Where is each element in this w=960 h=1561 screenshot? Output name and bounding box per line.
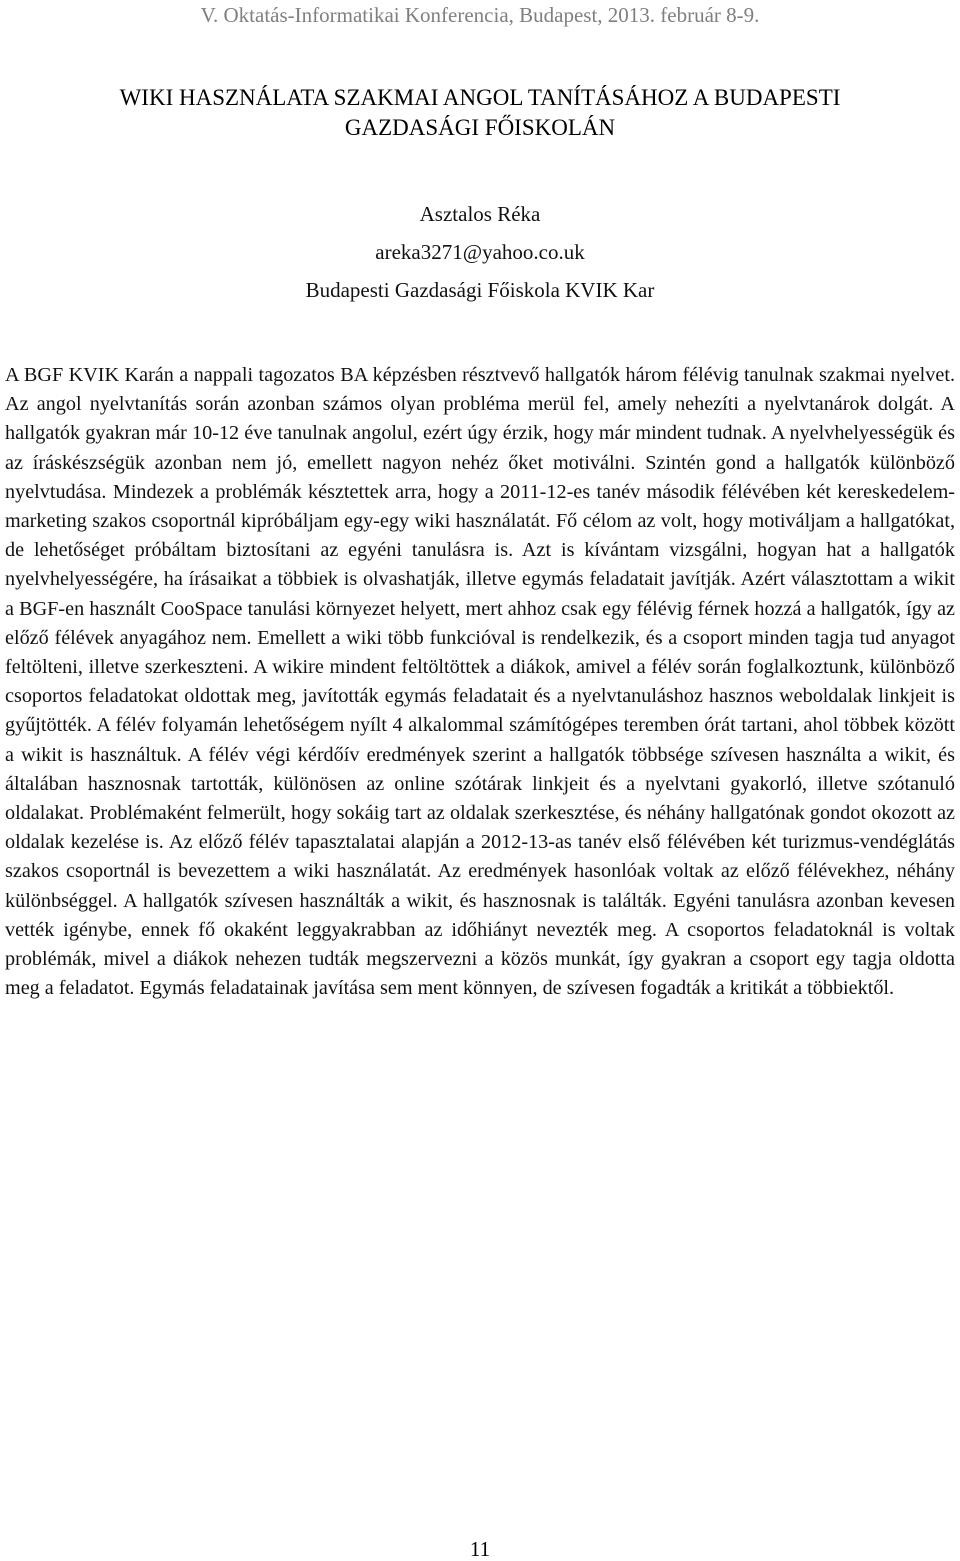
abstract-sentence: A hallgatók szívesen használták a wikit, és hasznosnak is találták.	[123, 889, 667, 912]
abstract-sentence: Mindezek a problémák késztettek arra, hogy a 2011-12-es tanév második félévében két kereskedelem-marketing szakos csoportnál kipróbáljam egy-egy wiki használatát.	[5, 480, 955, 533]
abstract-sentence: Azt is kívántam vizsgálni, hogyan hat a hallgatók nyelvhelyességére, ha írásaikat a többiek is olvashatják, illetve egymás feladatait javítják.	[5, 539, 955, 591]
abstract-sentence: Egyéni tanulásra azonban kevesen vették igénybe, ennek fő okaként leggyakrabban az időhiányt nevezték meg.	[5, 889, 955, 941]
title-line-2: GAZDASÁGI FŐISKOLÁN	[344, 115, 616, 140]
author-affiliation: Budapesti Gazdasági Főiskola KVIK Kar	[305, 278, 655, 302]
abstract-sentence: Egymás feladatainak javítása sem ment könnyen, de szívesen fogadták a kritikát a többiektől.	[139, 977, 895, 1000]
abstract-sentence: A csoportos feladatoknál is voltak problémák, mivel a diákok nehezen tudták megszervezni a közös munkát, így gyakran a csoport egy tagja oldotta meg a feladatot.	[5, 918, 955, 1000]
abstract-sentence: A félév folyamán lehetőségem nyílt 4 alkalommal számítógépes teremben órát tartani, ahol többek között a wikit is használtuk.	[5, 714, 955, 766]
author-email: areka3271@yahoo.co.uk	[375, 240, 585, 264]
abstract-paragraph	[5, 361, 955, 1003]
title-line-1: WIKI HASZNÁLATA SZAKMAI ANGOL TANÍTÁSÁHOZ A BUDAPESTI	[119, 85, 841, 110]
abstract-sentence: A hallgatók gyakran már 10-12 éve tanulnak angolul, ezért úgy érzik, hogy már mindent tudnak.	[5, 393, 955, 445]
author-block	[0, 195, 960, 309]
abstract-sentence: Az eredmények hasonlóak voltak az előző félévekhez, néhány különbséggel.	[5, 860, 956, 912]
abstract-sentence: A nyelvhelyességük és az íráskészségük azonban nem jó, emellett nagyon nehéz őket motiválni.	[5, 422, 955, 474]
abstract-sentence: Az angol nyelvtanítás során azonban számos olyan probléma merül fel, amely nehezíti a nyelvtanárok dolgát.	[5, 393, 934, 416]
abstract-sentence: Az előző félév tapasztalatai alapján a 2012-13-as tanév első félévében két turizmus-vendéglátás szakos csoportnál is bevezettem a wiki használatát.	[5, 831, 956, 883]
abstract-sentence: Fő célom az volt, hogy motiváljam a hallgatókat, de lehetőséget próbáltam biztosítani az egyéni tanulásra is.	[5, 510, 955, 562]
abstract-sentence: A félév végi kérdőív eredmények szerint a hallgatók többsége szívesen használta a wikit, és általában hasznosnak tartották, különösen az online szótárak linkjeit és a nyelvtani gyakorló, illetve szótanuló oldalakat.	[5, 743, 955, 825]
abstract-sentence: Problémaként felmerült, hogy sokáig tart az oldalak szerkesztése, és néhány hallgatónak gondot okozott az oldalak kezelése is.	[5, 802, 956, 854]
page-number: 11	[469, 1537, 491, 1561]
abstract-sentence: A wikire mindent feltöltöttek a diákok, amivel a félév során foglalkoztunk, különböző csoportos feladatokat oldottak meg, javították egymás feladatait és a nyelvtanuláshoz hasznos weboldalak linkjeit is gyűjtötték.	[5, 656, 956, 737]
abstract-sentence: Azért választottam a wikit a BGF-en használt CooSpace tanulási környezet helyett, mert ahhoz csak egy félévig férnek hozzá a hallgatók, így az előző félévek anyagához nem.	[5, 568, 956, 649]
abstract-sentence: Szintén gond a hallgatók különböző nyelvtudása.	[5, 451, 955, 503]
abstract-sentence: Emellett a wiki több funkcióval is rendelkezik, és a csoport minden tagja tud anyagot feltölteni, illetve szerkeszteni.	[5, 626, 955, 679]
paper-title	[80, 83, 880, 143]
running-header: V. Oktatás-Informatikai Konferencia, Budapest, 2013. február 8-9.	[200, 3, 760, 27]
author-name: Asztalos Réka	[419, 202, 541, 226]
abstract-sentence: A BGF KVIK Karán a nappali tagozatos BA képzésben résztvevő hallgatók három félévig tanulnak szakmai nyelvet.	[5, 364, 955, 386]
